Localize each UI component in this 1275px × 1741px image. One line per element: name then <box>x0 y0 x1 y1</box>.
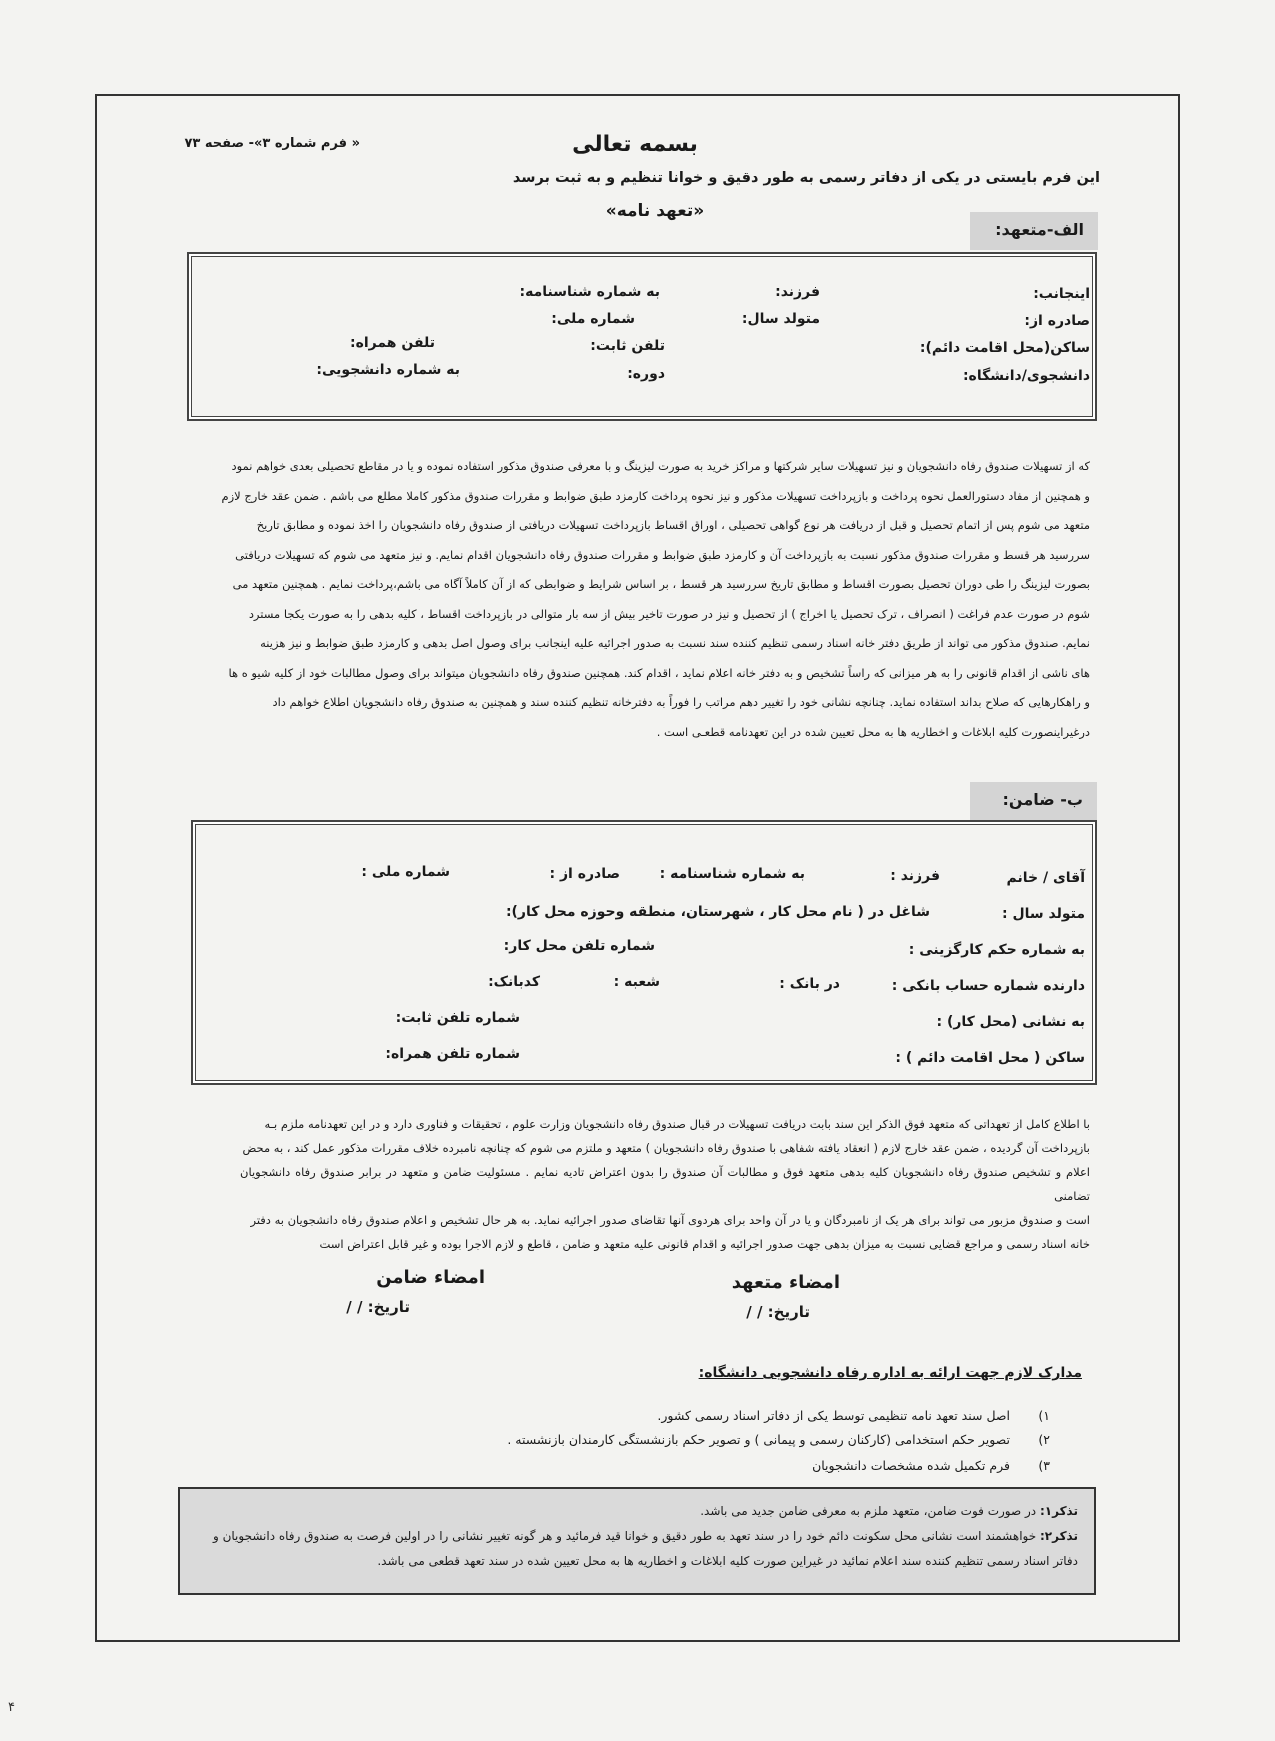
employed-at-label: شاغل در ( نام محل کار ، شهرستان، منطقه وحوزه محل کار): <box>505 904 930 920</box>
guarantor-national-id-label: شماره ملی : <box>361 864 450 880</box>
note-1-label: تذکر۱: <box>1039 1504 1078 1518</box>
mobile-label: تلفن همراه: <box>350 335 435 351</box>
guarantor-born-year-label: متولد سال : <box>1001 906 1085 922</box>
guarantor-id-number-label: به شماره شناسنامه : <box>659 866 805 882</box>
guarantor-child-of-label: فرزند : <box>890 868 940 884</box>
note-1 <box>196 1499 1078 1524</box>
guarantor-text-line: خانه اسناد رسمی و مراجع قضایی نسبت به میزان بدهی جهت صدور اجرائیه و اقدام قانونی علیه متعهد و ضامن ، قاطع و لازم الاجرا بوده و غیر قابل اعتراض است <box>319 1237 1090 1251</box>
document-number: ۳) <box>1038 1458 1050 1473</box>
obligor-date-label: تاریخ: / / <box>746 1303 810 1321</box>
guarantor-resident-label: ساکن ( محل اقامت دائم ) : <box>895 1050 1085 1066</box>
form-instruction: این فرم بایستی در یکی از دفاتر رسمی به طور دقیق و خوانا تنظیم و به ثبت برسد <box>512 170 1100 186</box>
obligor-text-line: شوم در صورت عدم فراغت ( انصراف ، ترک تحصیل یا اخراج ) از تحصیل و نیز در صورت تاخیر بیش از سه بار متوالی در بازپرداخت اقساط ، کلیه بدهی را به صورت یکجا مسترد <box>248 606 1090 621</box>
born-year-label: متولد سال: <box>741 311 820 327</box>
guarantor-landline-label: شماره تلفن ثابت: <box>395 1010 520 1026</box>
obligor-text-line: نمایم. صندوق مذکور می تواند از طریق دفتر خانه اسناد رسمی تنظیم کننده سند نسبت به صدور اجرائیه علیه اینجانب برای وصول اصل بدهی و کارمزد طبق ضوابط و نیز هزینه <box>260 636 1090 650</box>
document-item: اصل سند تعهد نامه تنظیمی توسط یکی از دفاتر اسناد رسمی کشور. <box>657 1408 1010 1423</box>
student-university-label: دانشجوی/دانشگاه: <box>962 368 1090 384</box>
issued-from-label: صادره از: <box>1024 313 1090 329</box>
note-2-label: تذکر۲: <box>1039 1529 1078 1543</box>
page-mark: ۴ <box>8 1700 15 1715</box>
form-reference: « فرم شماره ۳»- صفحه ۷۳ <box>184 136 360 151</box>
at-bank-label: در بانک : <box>779 976 840 992</box>
obligor-text-line: متعهد می شوم پس از اتمام تحصیل و قبل از دریافت هر نوع گواهی تحصیلی ، اوراق اقساط بازپرداخت تسهیلات دریافتی از صندوق رفاه دانشجویان را اخذ نموده و مطابق تاریخ <box>256 518 1090 532</box>
guarantor-text-line: با اطلاع کامل از تعهداتی که متعهد فوق الذکر این سند بابت دریافت تسهیلات در قبال صندوق رفاه دانشجویان وزارت علوم ، تحقیقات و فناوری دارد و در این تعهدنامه ملزم بـه <box>264 1117 1090 1131</box>
document-item: فرم تکمیل شده مشخصات دانشجویان <box>812 1458 1010 1473</box>
note-2 <box>196 1524 1078 1574</box>
document-item: تصویر حکم استخدامی (کارکنان رسمی و پیمانی ) و تصویر حکم بازنشستگی کارمندان بازنشسته . <box>507 1432 1010 1447</box>
notes-box <box>178 1487 1096 1595</box>
section-b-heading: ب- ضامن: <box>970 782 1097 820</box>
landline-label: تلفن ثابت: <box>590 338 665 354</box>
note-2-text: خواهشمند است نشانی محل سکونت دائم خود را در سند تعهد به طور دقیق و خوانا قید فرمائید و هر گونه تغییر نشانی را در اولین فرصت به صندوق رفاه دانشجویان و دفاتر اسناد رسمی تنظیم کننده سند اعلام نمائید در غیراین صورت کلیه ابلاغات و اخطاریه ها به محل تعیین شده در سند تعهد قطعی می باشد. <box>212 1529 1078 1568</box>
student-number-label: به شماره دانشجویی: <box>316 362 460 378</box>
page-title: بسمه تعالی <box>572 132 698 157</box>
required-documents-title: مدارک لازم جهت ارائه به اداره رفاه دانشجویی دانشگاه: <box>698 1365 1082 1381</box>
obligor-commitment-text <box>190 452 1090 747</box>
guarantor-commitment-text <box>240 1112 1090 1256</box>
guarantor-issued-from-label: صادره از : <box>549 866 620 882</box>
section-a-heading: الف-متعهد: <box>970 212 1098 250</box>
resident-label: ساکن(محل اقامت دائم): <box>919 340 1090 356</box>
national-id-label: شماره ملی: <box>551 311 635 327</box>
obligor-text-line: و همچنین از مفاد دستورالعمل نحوه پرداخت و بازپرداخت تسهیلات مذکور و نیز نحوه پرداخت کارمزد طبق ضوابط و مقررات صندوق مذکور کاملا مطلع می باشم . ضمن عقد خارج لازم <box>221 488 1090 503</box>
document-name: «تعهد نامه» <box>605 201 705 221</box>
applicant-label: اینجانب: <box>1033 286 1090 302</box>
obligor-text-line: و راهکارهایی که صلاح بداند استفاده نماید. چنانچه نشانی خود را تغییر دهم مراتب را فوراً به دفترخانه تنظیم کننده سند و همچنین به صندوق رفاه دانشجویان اطلاع خواهم داد <box>272 695 1090 709</box>
guarantor-mobile-label: شماره تلفن همراه: <box>385 1046 520 1062</box>
branch-label: شعبه : <box>613 974 660 990</box>
child-of-label: فرزند: <box>775 284 820 300</box>
guarantor-text-line: اعلام و تشخیص صندوق رفاه دانشجویان کلیه بدهی متعهد فوق و مطالبات آن صندوق را بدون اعتراض تادیه نمایم . مسئولیت ضامن و متعهد در برابر صندوق رفاه دانشجویان تضامنی <box>240 1165 1090 1203</box>
obligor-text-line: های ناشی از اقدام قانونی را به هر میزانی که راساً تشخیص و به دفتر خانه اعلام نماید ، اقدام کند. همچنین صندوق رفاه دانشجویان میتواند برای وصول مطالبات خود از کلیه شیو ه ها <box>228 665 1090 680</box>
bank-code-label: کدبانک: <box>488 974 540 990</box>
document-number: ۱) <box>1038 1408 1050 1423</box>
guarantor-signature-label: امضاء ضامن <box>376 1267 485 1288</box>
note-1-text: در صورت فوت ضامن، متعهد ملزم به معرفی ضامن جدید می باشد. <box>700 1504 1040 1518</box>
obligor-text-line: که از تسهیلات صندوق رفاه دانشجویان و نیز تسهیلات سایر شرکتها و مراکز خرید به صورت لیزینگ و با معرفی صندوق مذکور استفاده نموده و یا در مقاطع تحصیلی بعدی خواهم نمود <box>231 459 1090 473</box>
employment-order-label: به شماره حکم کارگزینی : <box>908 942 1085 958</box>
work-address-label: به نشانی (محل کار) : <box>936 1014 1085 1030</box>
obligor-text-line: بصورت لیزینگ را طی دوران تحصیل بصورت اقساط و مطابق تاریخ سررسید هر قسط ، بر اساس شرایط و ضوابطی که از آن کاملاً آگاه می باشم،پرداخت نمایم . همچنین متعهد می <box>232 577 1090 591</box>
guarantor-date-label: تاریخ: / / <box>346 1298 410 1316</box>
mr-ms-label: آقای / خانم <box>1006 870 1085 886</box>
obligor-text-line: درغیراینصورت کلیه ابلاغات و اخطاریه ها به محل تعیین شده در این تعهدنامه قطعـی است . <box>656 724 1090 739</box>
bank-account-label: دارنده شماره حساب بانکی : <box>891 978 1085 994</box>
obligor-text-line: سررسید هر قسط و مقررات صندوق مذکور نسبت به بازپرداخت آن و کارمزد طبق ضوابط و مقررات صندوق رفاه دانشجویان اقدام نمایم. و نیز متعهد می شوم که تسهیلات دریافتی <box>235 547 1090 562</box>
guarantor-text-line: بازپرداخت آن گردیده ، ضمن عقد خارج لازم ( انعقاد یافته شفاهی با صندوق رفاه دانشجویان ) متعهد و ملتزم می شوم که چنانچه نامبرده خلاف مقررات مذکور عمل کند ، به محض <box>242 1141 1090 1155</box>
work-phone-label: شماره تلفن محل کار: <box>503 938 655 954</box>
document-number: ۲) <box>1038 1432 1050 1447</box>
id-number-label: به شماره شناسنامه: <box>519 284 660 300</box>
course-label: دوره: <box>627 366 665 382</box>
guarantor-text-line: است و صندوق مزبور می تواند برای هر یک از نامبردگان و یا در آن واحد برای هردوی آنها تقاضای صدور اجرائیه نماید. به هر حال تشخیص و اعلام صندوق رفاه دانشجویان به دفتر <box>250 1213 1090 1227</box>
obligor-signature-label: امضاء متعهد <box>731 1272 840 1293</box>
